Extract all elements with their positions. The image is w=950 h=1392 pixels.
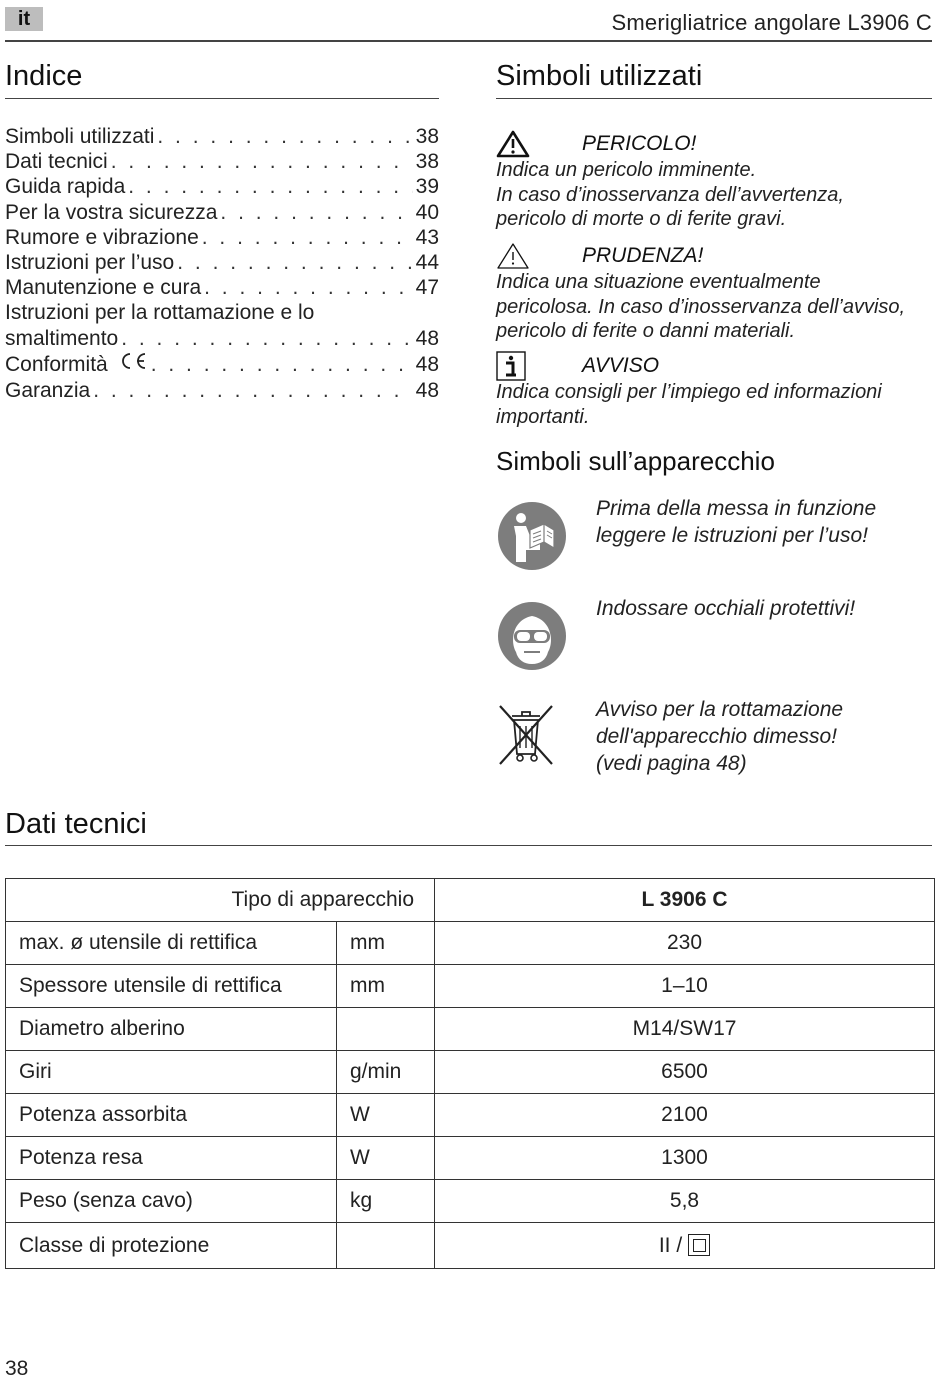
row-label: Classe di protezione (6, 1223, 337, 1269)
danger-triangle-icon (496, 130, 532, 158)
toc-leader (111, 149, 413, 174)
toc-item-page: 44 (415, 251, 439, 275)
toc-leader (202, 225, 413, 250)
read-manual-icon (496, 500, 568, 577)
language-tag: it (5, 7, 43, 31)
row-unit (337, 1223, 435, 1269)
toc-leader (220, 200, 412, 225)
row-label: max. ø utensile di rettifica (6, 922, 337, 965)
toc-item[interactable] (5, 200, 439, 225)
danger-line: In caso d’inosservanza dell’avvertenza, (496, 183, 844, 206)
caution-heading: PRUDENZA! (582, 244, 704, 267)
row-unit: W (337, 1094, 435, 1137)
toc-item-page: 40 (415, 200, 439, 224)
goggles-line: Indossare occhiali protettivi! (596, 597, 856, 620)
read-manual-line: Prima della messa in funzione (596, 497, 877, 520)
toc-item-page: 48 (415, 326, 439, 350)
row-value: 5,8 (435, 1180, 935, 1223)
row-value: M14/SW17 (435, 1008, 935, 1051)
toc-item-label: Guida rapida (5, 175, 126, 199)
danger-line: pericolo di morte o di ferite gravi. (496, 208, 787, 230)
device-type-label: Tipo di apparecchio (6, 879, 435, 922)
toc-item[interactable] (5, 250, 439, 275)
row-label: Spessore utensile di rettifica (6, 965, 337, 1008)
device-symbols-title: Simboli sull’apparecchio (496, 446, 775, 476)
toc-item-label: Garanzia (5, 379, 91, 403)
row-value: II / (658, 1233, 683, 1257)
toc-item-continued[interactable] (5, 300, 439, 325)
disposal-line: dell'apparecchio dimesso! (596, 725, 837, 748)
row-label: Potenza resa (6, 1137, 337, 1180)
toc-item[interactable] (5, 351, 439, 378)
tech-data-title: Dati tecnici (5, 808, 147, 840)
table-row (6, 965, 935, 1008)
caution-notice (496, 242, 936, 344)
toc-item-label: Per la vostra sicurezza (5, 200, 218, 224)
toc-item-label: smaltimento (5, 326, 119, 350)
toc-leader (121, 326, 412, 351)
row-unit: W (337, 1137, 435, 1180)
danger-line: Indica un pericolo imminente. (496, 159, 757, 181)
device-type-value: L 3906 C (435, 879, 935, 922)
device-symbol-read-manual (496, 494, 936, 574)
row-value: 1300 (435, 1137, 935, 1180)
info-icon (496, 352, 532, 380)
toc-item[interactable] (5, 225, 439, 250)
danger-notice (496, 130, 936, 232)
toc-leader (151, 352, 413, 377)
table-row (6, 1094, 935, 1137)
tech-data-table (5, 878, 935, 1269)
toc-item[interactable] (5, 149, 439, 174)
row-unit: kg (337, 1180, 435, 1223)
table-row (6, 1180, 935, 1223)
toc-item[interactable] (5, 378, 439, 403)
tech-data-rule (5, 845, 932, 846)
table-header-row (6, 879, 935, 922)
toc-item[interactable] (5, 326, 439, 351)
read-manual-line: leggere le istruzioni per l’uso! (596, 524, 868, 547)
row-label: Peso (senza cavo) (6, 1180, 337, 1223)
disposal-line: (vedi pagina 48) (596, 752, 747, 775)
toc-item-page: 48 (415, 379, 439, 403)
index-title: Indice (5, 60, 83, 92)
toc-item-label: Istruzioni per la rottamazione e lo (5, 301, 315, 325)
row-label: Potenza assorbita (6, 1094, 337, 1137)
toc-leader (177, 250, 412, 275)
row-value-cell (435, 1223, 935, 1269)
table-row (6, 1051, 935, 1094)
toc-item-label: Dati tecnici (5, 150, 108, 174)
danger-heading: PERICOLO! (582, 132, 697, 155)
device-symbol-goggles (496, 594, 936, 674)
toc-item-page: 48 (415, 352, 439, 376)
symbols-used-title: Simboli utilizzati (496, 60, 703, 92)
ce-mark-icon (118, 351, 148, 378)
table-of-contents (5, 124, 439, 403)
toc-item-page: 38 (415, 150, 439, 174)
toc-leader (157, 124, 412, 149)
table-row (6, 1223, 935, 1269)
disposal-line: Avviso per la rottamazione (596, 698, 844, 721)
toc-item-page: 39 (415, 175, 439, 199)
toc-item-label: Istruzioni per l’uso (5, 251, 175, 275)
table-row (6, 1008, 935, 1051)
toc-item-label: Manutenzione e cura (5, 276, 202, 300)
header-rule (5, 40, 932, 42)
toc-item[interactable] (5, 124, 439, 149)
row-unit (337, 1008, 435, 1051)
index-rule (5, 98, 439, 99)
row-unit: mm (337, 922, 435, 965)
row-label: Diametro alberino (6, 1008, 337, 1051)
row-label: Giri (6, 1051, 337, 1094)
double-insulation-icon (688, 1234, 710, 1256)
symbols-used-rule (496, 98, 932, 99)
toc-leader (93, 378, 412, 403)
caution-line: pericolosa. In caso d’inosservanza dell’avviso, (496, 295, 906, 318)
toc-leader (128, 174, 412, 199)
toc-leader (204, 275, 413, 300)
toc-item-label: Rumore e vibrazione (5, 225, 199, 249)
toc-item-page: 47 (415, 276, 439, 300)
table-row (6, 922, 935, 965)
toc-item-label: Conformità (5, 352, 108, 376)
notice-line: importanti. (496, 405, 590, 428)
caution-line: pericolo di ferite o danni materiali. (496, 320, 796, 342)
notice-heading: AVVISO (582, 354, 660, 377)
toc-item[interactable] (5, 174, 439, 199)
safety-goggles-icon (496, 600, 568, 677)
toc-item-page: 38 (415, 125, 439, 148)
document-header-title: Smerigliatrice angolare L3906 C (611, 10, 932, 35)
row-unit: g/min (337, 1051, 435, 1094)
toc-item[interactable] (5, 275, 439, 300)
page-number: 38 (5, 1357, 29, 1380)
notice-block (496, 352, 936, 429)
caution-line: Indica una situazione eventualmente (496, 271, 821, 293)
device-symbol-disposal (496, 696, 936, 780)
table-row (6, 1137, 935, 1180)
caution-triangle-icon (496, 242, 532, 270)
row-value: 1–10 (435, 965, 935, 1008)
row-value: 2100 (435, 1094, 935, 1137)
toc-item-label: Simboli utilizzati (5, 125, 155, 148)
toc-item-page: 43 (415, 225, 439, 249)
row-unit: mm (337, 965, 435, 1008)
row-value: 230 (435, 922, 935, 965)
row-value: 6500 (435, 1051, 935, 1094)
notice-line: Indica consigli per l’impiego ed informazioni (496, 381, 882, 403)
crossed-bin-icon (496, 702, 556, 771)
